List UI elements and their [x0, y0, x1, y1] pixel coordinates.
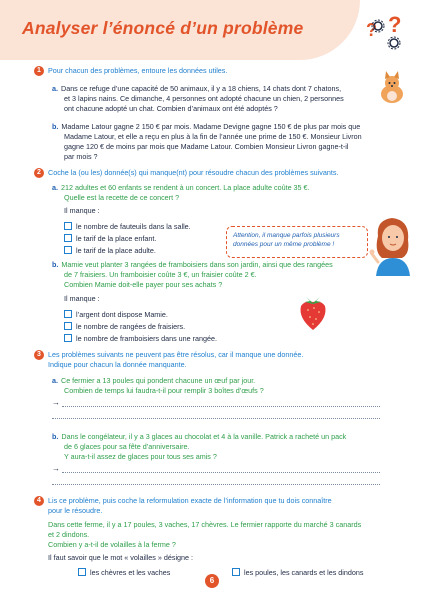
answer-line[interactable]: [62, 472, 380, 473]
q4-option-1: les poules, les canards et les dindons: [232, 568, 363, 578]
q2-a-line1: a. 212 adultes et 60 enfants se rendent à un concert. La place adulte coûte 35 €.: [52, 183, 310, 192]
checkbox[interactable]: [78, 568, 86, 576]
q3-a-line1: a. Ce fermier a 13 poules qui pondent chacune un œuf par jour.: [52, 376, 256, 385]
q1-instruction: 1 Pour chacun des problèmes, entoure les données utiles.: [34, 66, 227, 76]
q2-b-line1: b. Mamie veut planter 3 rangées de framboisiers dans son jardin, ainsi que des rangées: [52, 260, 333, 269]
girl-illustration: [368, 214, 416, 276]
q4-number: 4: [34, 496, 44, 506]
q4-line1: Dans cette ferme, il y a 17 poules, 3 vaches, 17 chèvres. Le fermier rapporte du marché 3 canards: [48, 520, 362, 529]
checkbox[interactable]: [64, 234, 72, 242]
checkbox[interactable]: [64, 310, 72, 318]
checkbox[interactable]: [64, 322, 72, 330]
q2-instruction: 2 Coche la (ou les) donnée(s) qui manque(nt) pour résoudre chacun des problèmes suivants.: [34, 168, 338, 178]
q4-line3: Combien y a-t-il de volailles à la ferme ?: [48, 540, 176, 549]
q2-b-option-2: le nombre de framboisiers dans une rangée.: [64, 334, 217, 344]
q1-number: 1: [34, 66, 44, 76]
q3-b-line3: Y aura-t-il assez de glaces pour tous ses amis ?: [64, 452, 217, 461]
q3-a-line2: Combien de temps lui faudra-t-il pour remplir 3 boîtes d’œufs ?: [64, 386, 264, 395]
q4-instruction2: pour le résoudre.: [48, 506, 103, 515]
page-number: 6: [205, 574, 219, 588]
q1-b-line1: b. Madame Latour gagne 2 150 € par mois. Madame Devigne gagne 150 € de plus par mois que: [52, 122, 361, 131]
checkbox[interactable]: [232, 568, 240, 576]
q4-instruction1: 4 Lis ce problème, puis coche la reformulation exacte de l’information que tu dois connaître: [34, 496, 332, 506]
q1-b-line3: gagne 120 € de moins par mois que Madame Latour. Combien Monsieur Livron gagne-t-il: [64, 142, 349, 151]
question-gears-icon: [364, 14, 408, 52]
q2-a-option-0: le nombre de fauteuils dans la salle.: [64, 222, 191, 232]
answer-line[interactable]: [52, 484, 380, 485]
strawberry-illustration: [296, 292, 330, 332]
answer-line[interactable]: [52, 418, 380, 419]
q2-b-line3: Combien Mamie doit-elle payer pour ses achats ?: [64, 280, 223, 289]
q2-b-option-0: l’argent dont dispose Mamie.: [64, 310, 168, 320]
q2-a-missing: Il manque :: [64, 206, 100, 215]
svg-text:?: ?: [366, 20, 377, 40]
tip-bubble: Attention, il manque parfois plusieurs données pour un même problème !: [226, 226, 368, 258]
checkbox[interactable]: [64, 246, 72, 254]
header: [0, 0, 424, 60]
q2-b-option-1: le nombre de rangées de fraisiers.: [64, 322, 185, 332]
q2-a-option-1: le tarif de la place enfant.: [64, 234, 156, 244]
q2-number: 2: [34, 168, 44, 178]
q3-instruction2: Indique pour chacun la donnée manquante.: [48, 360, 187, 369]
svg-text:?: ?: [388, 14, 402, 37]
q1-a-line3: ont chacune adopté un chat. Combien d’animaux ont été adoptés ?: [64, 104, 278, 113]
arrow-icon: →: [52, 398, 60, 407]
answer-line[interactable]: [62, 406, 380, 407]
q1-a-line2: et 3 lapins nains. Ce dimanche, 4 personnes ont adopté chacune un chien, 2 personnes: [64, 94, 344, 103]
q2-b-line2: de 7 fraisiers. Un framboisier coûte 3 €, un fraisier coûte 2 €.: [64, 270, 257, 279]
q1-b-line2: Madame Latour, et elle a reçu en plus à la fin de l’année une prime de 150 €. Monsieur Livron: [64, 132, 362, 141]
dog-illustration: [374, 70, 410, 106]
q3-instruction1: 3 Les problèmes suivants ne peuvent pas être résolus, car il manque une donnée.: [34, 350, 303, 360]
q2-a-option-2: le tarif de la place adulte.: [64, 246, 156, 256]
q2-b-missing: Il manque :: [64, 294, 100, 303]
checkbox[interactable]: [64, 334, 72, 342]
q3-number: 3: [34, 350, 44, 360]
page-title: Analyser l’énoncé d’un problème: [22, 18, 304, 38]
q1-a-line1: a. Dans ce refuge d’une capacité de 50 animaux, il y a 18 chiens, 14 chats dont 7 chatons,: [52, 84, 342, 93]
q4-know: Il faut savoir que le mot « volailles » désigne :: [48, 553, 194, 562]
q3-b-line1: b. Dans le congélateur, il y a 3 glaces au chocolat et 4 à la vanille. Patrick a racheté un pack: [52, 432, 347, 441]
arrow-icon: →: [52, 464, 60, 473]
q2-a-line2: Quelle est la recette de ce concert ?: [64, 193, 180, 202]
checkbox[interactable]: [64, 222, 72, 230]
q1-b-line4: par mois ?: [64, 152, 98, 161]
q4-line2: et 2 dindons.: [48, 530, 90, 539]
q3-b-line2: de 6 glaces pour sa fête d’anniversaire.: [64, 442, 190, 451]
q4-option-0: les chèvres et les vaches: [78, 568, 170, 578]
